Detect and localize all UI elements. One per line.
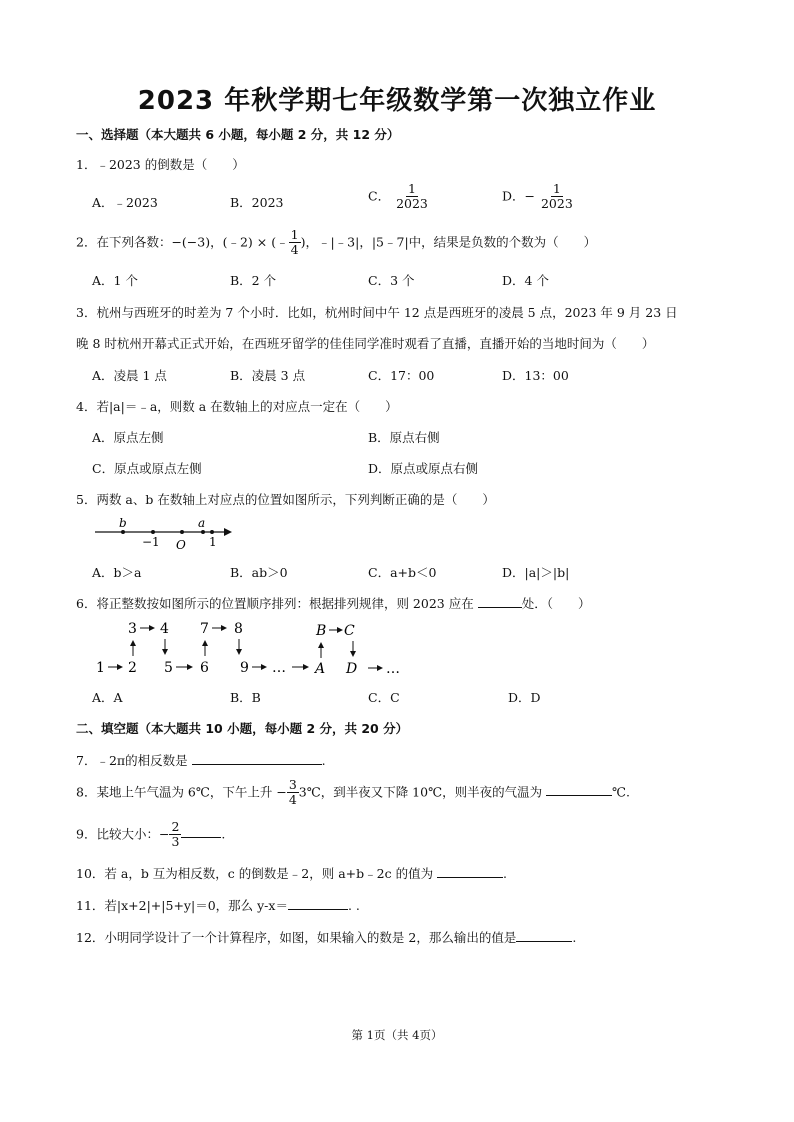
q3-option-a: A．凌晨 1 点: [92, 368, 167, 383]
q5-option-b: B．ab＞0: [230, 565, 288, 580]
point-a: [201, 530, 205, 534]
question-3-line-1: 3．杭州与西班牙的时差为 7 个小时．比如，杭州时间中午 12 点是西班牙的凌晨 5 点，2023 年 9 月 23 日: [76, 305, 678, 320]
q10-answer-blank: [437, 865, 503, 878]
page-footer: 第 1页（共 4页）: [351, 1028, 443, 1042]
bottom-A: A: [315, 661, 326, 677]
q8-stem-middle: 3℃，到半夜又下降 10℃，则半夜的气温为: [298, 784, 547, 800]
q5-option-a: A．b＞a: [92, 565, 142, 580]
point-origin: [180, 530, 184, 534]
q8-frac-numerator: 3: [288, 777, 297, 792]
q6-stem-end: 处．（ ）: [521, 596, 591, 611]
q1-c-numerator: 1: [407, 181, 416, 196]
q4-option-d: D．原点或原点右侧: [368, 461, 479, 476]
q6-option-b: B．B: [230, 690, 261, 705]
q2-option-b: B．2 个: [230, 273, 277, 288]
question-10: [76, 864, 507, 882]
q7-stem: 7．﹣2π的相反数是: [76, 753, 192, 768]
q7-answer-blank: [192, 752, 322, 765]
q11-answer-blank: [288, 897, 348, 910]
label-origin: O: [176, 538, 186, 552]
question-6-stem: [76, 594, 590, 612]
q1-d-denominator: 2023: [540, 196, 573, 212]
q6-option-c: C．C: [368, 690, 400, 705]
q4-option-a: A．原点左侧: [92, 430, 164, 445]
question-9: [76, 820, 225, 850]
q1-option-a: A．﹣2023: [92, 195, 158, 210]
label-a: a: [198, 516, 206, 530]
q10-stem: 10．若 a，b 互为相反数，c 的倒数是﹣2，则 a+b﹣2c 的值为: [76, 866, 438, 881]
q6-option-a: A．A: [92, 690, 123, 705]
bottom-5: 5: [164, 660, 173, 676]
bottom-D: D: [346, 661, 358, 677]
q1-option-d-label: D．−: [502, 188, 535, 204]
q4-option-c: C．原点或原点左侧: [92, 461, 202, 476]
label-b: b: [119, 516, 127, 530]
q9-stem: 9．比较大小：−: [76, 826, 170, 842]
question-2-stem: [76, 228, 596, 258]
label-minus-one: −1: [142, 535, 160, 549]
bottom-9: 9: [240, 660, 249, 676]
point-b: [121, 530, 125, 534]
top-C: C: [344, 623, 355, 639]
q9-end: .: [221, 826, 226, 842]
q8-end: ℃.: [612, 784, 631, 800]
q1-option-d: [502, 182, 575, 212]
bottom-1: 1: [96, 660, 105, 676]
top-B: B: [316, 623, 327, 639]
point-minus-one: [151, 530, 155, 534]
top-7: 7: [200, 621, 209, 637]
q12-stem: 12．小明同学设计了一个计算程序，如图，如果输入的数是 2，那么输出的值是: [76, 930, 517, 945]
q8-answer-blank: [546, 783, 612, 796]
q12-answer-blank: [516, 929, 572, 942]
section-choice-heading: 一、选择题（本大题共 6 小题，每小题 2 分，共 12 分）: [76, 127, 400, 142]
section-fill-heading: 二、填空题（本大题共 10 小题，每小题 2 分，共 20 分）: [76, 721, 409, 736]
question-7: [76, 751, 326, 769]
q2-option-a: A．1 个: [92, 273, 138, 288]
q7-end: .: [321, 753, 326, 768]
q5-option-c: C．a+b＜0: [368, 565, 437, 580]
q3-option-b: B．凌晨 3 点: [230, 368, 306, 383]
q10-end: .: [503, 866, 508, 881]
q2-frac-numerator: 1: [290, 227, 299, 242]
q8-stem-start: 8．某地上午气温为 6℃，下午上升 −: [76, 784, 287, 800]
q1-option-b: B．2023: [230, 195, 284, 210]
number-line-arrow-icon: [224, 528, 232, 536]
question-11: [76, 896, 360, 914]
top-4: 4: [160, 621, 169, 637]
question-12: [76, 928, 576, 946]
label-one: 1: [209, 535, 217, 549]
q1-option-c-label: C．: [368, 188, 391, 204]
q9-frac-denominator: 3: [171, 834, 180, 850]
question-1-stem: 1．﹣2023 的倒数是（ ）: [76, 157, 245, 172]
q8-frac-denominator: 4: [288, 792, 297, 808]
bottom-ellipsis-2: …: [386, 661, 400, 677]
q3-option-d: D．13：00: [502, 368, 569, 383]
q12-end: .: [572, 930, 577, 945]
q9-answer-blank: [181, 825, 221, 838]
top-3: 3: [128, 621, 137, 637]
page-title: 2023 年秋学期七年级数学第一次独立作业: [137, 86, 657, 116]
question-3-line-2: 晚 8 时杭州开幕式正式开始，在西班牙留学的佳佳同学准时观看了直播，直播开始的当地时间为（ ）: [76, 336, 655, 351]
q2-stem-start: 2．在下列各数：−(−3)，(﹣2) × (﹣: [76, 234, 289, 250]
point-one: [210, 530, 214, 534]
bottom-6: 6: [200, 660, 209, 676]
q9-frac-numerator: 2: [171, 819, 180, 834]
q2-option-d: D．4 个: [502, 273, 549, 288]
q11-end: . .: [347, 898, 360, 913]
top-8: 8: [234, 621, 243, 637]
q2-stem-end: )，﹣|﹣3|，|5﹣7|中，结果是负数的个数为（ ）: [300, 234, 597, 250]
q6-option-d: D．D: [508, 690, 541, 705]
question-5-stem: 5．两数 a、b 在数轴上对应点的位置如图所示，下列判断正确的是（ ）: [76, 492, 495, 507]
bottom-2: 2: [128, 660, 137, 676]
q1-c-denominator: 2023: [396, 196, 428, 212]
q2-frac-denominator: 4: [290, 242, 299, 258]
q5-option-d: D．|a|＞|b|: [502, 565, 570, 580]
q3-option-c: C．17：00: [368, 368, 435, 383]
q1-option-c: [368, 182, 430, 212]
question-8: [76, 778, 630, 808]
question-4-stem: 4．若|a|＝﹣a，则数 a 在数轴上的对应点一定在（ ）: [76, 399, 398, 414]
number-line-figure: [90, 512, 250, 552]
q6-stem-start: 6．将正整数按如图所示的位置顺序排列：根据排列规律，则 2023 应在: [76, 596, 478, 611]
number-arrangement-figure: [90, 617, 420, 679]
bottom-ellipsis-1: …: [272, 660, 286, 676]
q1-d-numerator: 1: [552, 181, 561, 196]
q6-answer-blank: [478, 595, 522, 608]
q4-option-b: B．原点右侧: [368, 430, 440, 445]
q11-stem: 11．若|x+2|+|5+y|＝0，那么 y-x＝: [76, 898, 288, 913]
q2-option-c: C．3 个: [368, 273, 415, 288]
